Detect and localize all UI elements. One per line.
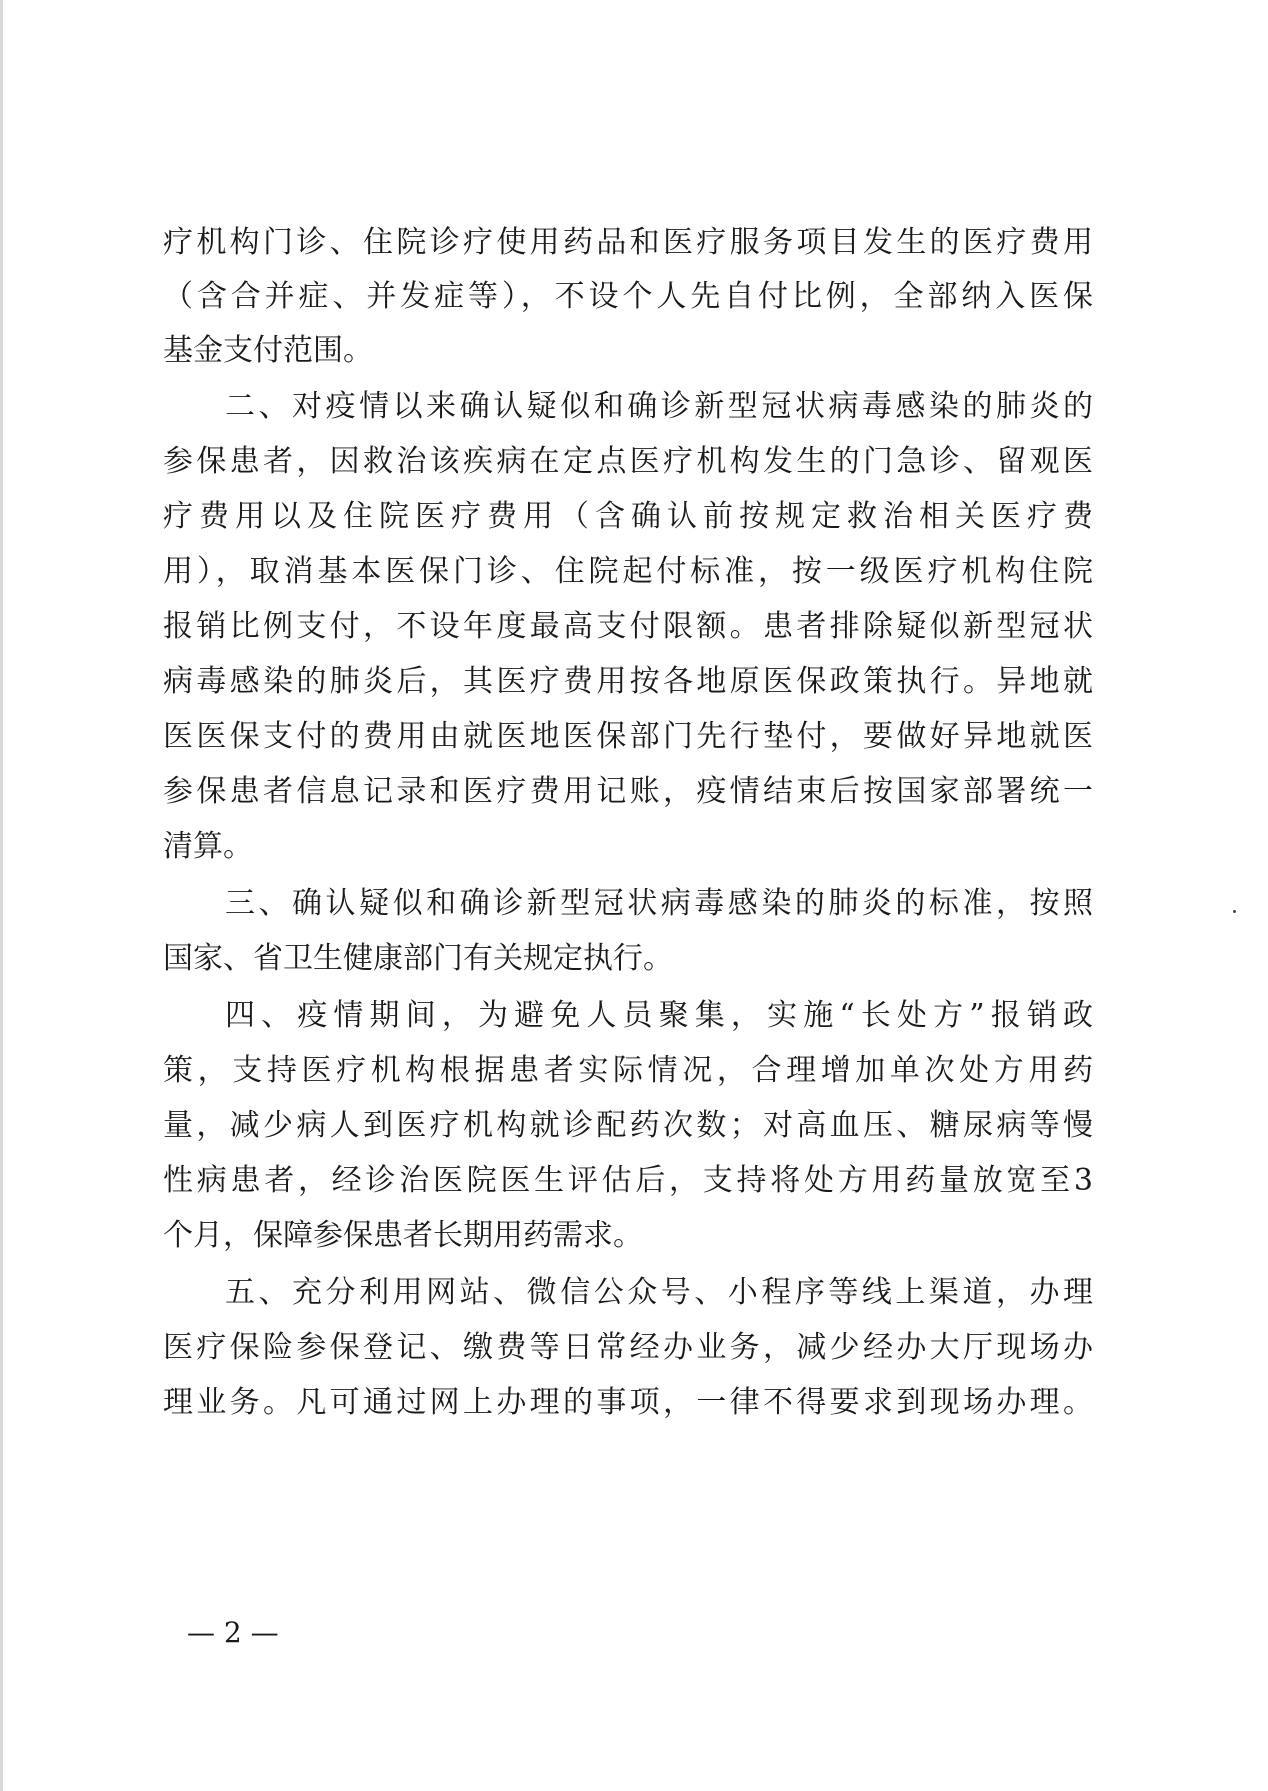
text-line: 理业务。凡可通过网上办理的事项，一律不得要求到现场办理。 (163, 1385, 1093, 1420)
text-line: 用），取消基本医保门诊、住院起付标准，按一级医疗机构住院 (163, 554, 1093, 589)
text-line: 四、疫情期间，为避免人员聚集，实施“长处方”报销政 (225, 998, 1093, 1033)
text-line: 个月，保障参保患者长期用药需求。 (163, 1218, 643, 1253)
text-line: 医医保支付的费用由就医地医保部门先行垫付，要做好异地就医 (163, 719, 1093, 754)
text-line: 性病患者，经诊治医院医生评估后，支持将处方用药量放宽至3 (163, 1163, 1093, 1198)
text-line: 参保患者，因救治该疾病在定点医疗机构发生的门急诊、留观医 (163, 444, 1093, 479)
text-line: 策，支持医疗机构根据患者实际情况，合理增加单次处方用药 (163, 1053, 1093, 1088)
text-line: 医疗保险参保登记、缴费等日常经办业务，减少经办大厅现场办 (163, 1330, 1093, 1365)
text-line: 二、对疫情以来确认疑似和确诊新型冠状病毒感染的肺炎的 (225, 389, 1093, 424)
text-line: 量，减少病人到医疗机构就诊配药次数；对高血压、糖尿病等慢 (163, 1108, 1093, 1143)
text-line: 参保患者信息记录和医疗费用记账，疫情结束后按国家部署统一 (163, 774, 1093, 809)
text-line: （含合并症、并发症等），不设个人先自付比例，全部纳入医保 (163, 279, 1093, 314)
scan-left-edge (0, 0, 3, 1791)
page-number: — 2 — (187, 1616, 279, 1649)
text-line: 国家、省卫生健康部门有关规定执行。 (163, 941, 673, 976)
scan-speck (1233, 910, 1236, 913)
text-line: 病毒感染的肺炎后，其医疗费用按各地原医保政策执行。异地就 (163, 664, 1093, 699)
text-line: 疗机构门诊、住院诊疗使用药品和医疗服务项目发生的医疗费用 (163, 225, 1093, 260)
text-line: 疗费用以及住院医疗费用（含确认前按规定救治相关医疗费 (163, 499, 1093, 534)
text-line: 基金支付范围。 (163, 333, 373, 368)
text-line: 三、确认疑似和确诊新型冠状病毒感染的肺炎的标准，按照 (225, 886, 1093, 921)
text-line: 报销比例支付，不设年度最高支付限额。患者排除疑似新型冠状 (163, 609, 1093, 644)
text-line: 清算。 (163, 829, 253, 864)
text-line: 五、充分利用网站、微信公众号、小程序等线上渠道，办理 (225, 1275, 1093, 1310)
